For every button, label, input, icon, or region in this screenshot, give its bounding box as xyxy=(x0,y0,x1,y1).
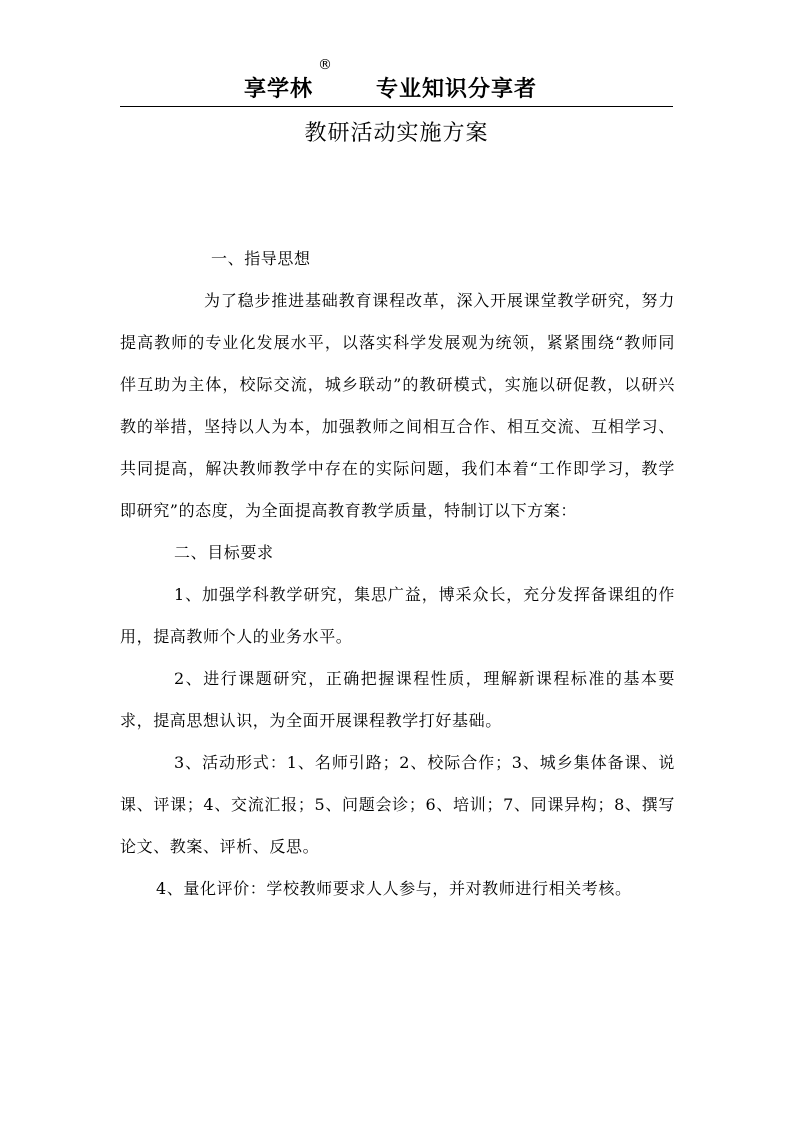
page-header xyxy=(120,57,673,107)
goal-item-2: 2、进行课题研究，正确把握课程性质，理解新课程标准的基本要求，提高思想认识，为全面开展课程教学打好基础。 xyxy=(120,669,675,730)
registered-trademark-mark: ® xyxy=(318,57,332,73)
section-heading-goals: 二、目标要求 xyxy=(174,543,274,562)
section-heading-guiding-ideology: 一、指导思想 xyxy=(211,249,311,268)
brand-name: 享学林 xyxy=(244,77,314,102)
goal-item-4: 4、量化评价：学校教师要求人人参与，并对教师进行相关考核。 xyxy=(156,879,632,898)
brand-slogan: 专业知识分享者 xyxy=(376,77,538,102)
goal-item-1: 1、加强学科教学研究，集思广益，博采众长，充分发挥备课组的作用，提高教师个人的业务水平。 xyxy=(120,585,675,646)
document-body xyxy=(120,238,675,910)
guiding-ideology-paragraph: 为了稳步推进基础教育课程改革，深入开展课堂教学研究，努力提高教师的专业化发展水平，以落实科学发展观为统领，紧紧围绕“教师同伴互助为主体，校际交流，城乡联动”的教研模式，实施以研促教，以研兴教的举措，坚持以人为本，加强教师之间相互合作、相互交流、互相学习、共同提高，解决教师教学中存在的实际问题，我们本着“工作即学习，教学即研究”的态度，为全面提高教育教学质量，特制订以下方案： xyxy=(120,291,675,520)
goal-item-3: 3、活动形式：1、名师引路；2、校际合作；3、城乡集体备课、说课、评课；4、交流汇报；5、问题会诊；6、培训；7、同课异构；8、撰写论文、教案、评析、反思。 xyxy=(120,753,675,856)
document-title: 教研活动实施方案 xyxy=(304,121,489,146)
